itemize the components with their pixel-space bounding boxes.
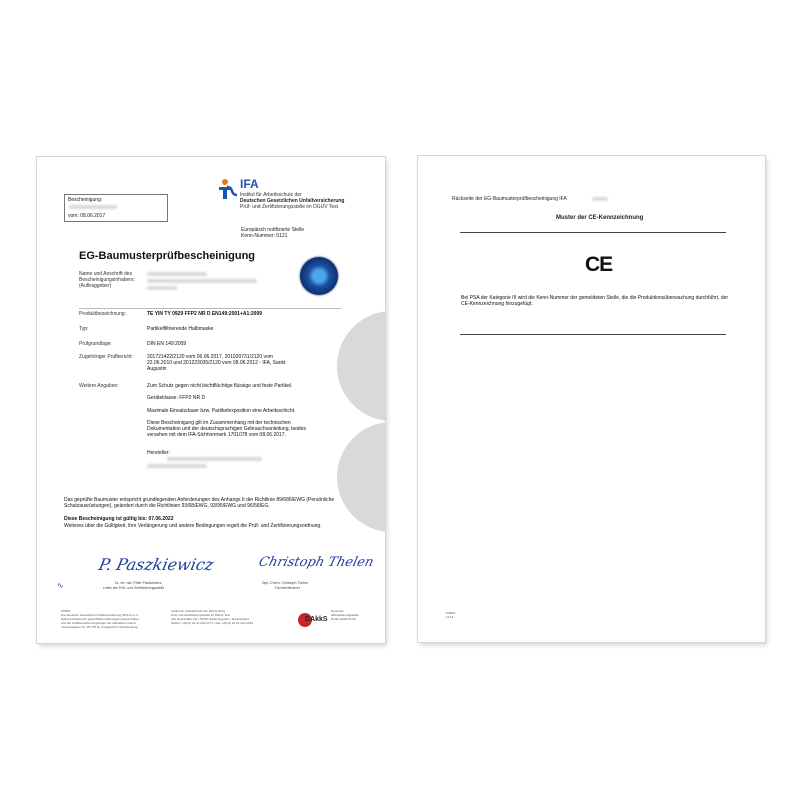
reverse-footer: PZB01 11.14 — [446, 611, 456, 619]
right-signature: Christoph Thelen — [257, 555, 376, 570]
reverse-top-rule — [460, 232, 726, 233]
holder-redacted-1 — [147, 272, 207, 276]
type-label: Typ: — [79, 326, 89, 332]
max-usage: Maximale Einsatzdauer bzw. Partikelexposition eine Arbeitsschicht. — [147, 408, 296, 414]
reverse-text: Bei PSA der Kategorie III wird die Kenn-Nummer der gemeldeten Stelle, die die Produktionsüberwachung durchführt, der CE-Kennzeichnung hinzugefügt. — [461, 295, 729, 307]
certificate-reverse-page — [418, 156, 765, 642]
notified-number: Kenn-Nummer: 0121 — [241, 233, 288, 239]
reverse-title: Muster der CE-Kennzeichnung — [556, 215, 644, 221]
watermark-circle-bottom — [337, 422, 385, 532]
validity-note: Weiteres über die Gültigkeit, ihre Verlängerung und andere Bedingungen regelt die Prüf- und Zertifizierungsordnung. — [64, 523, 322, 529]
manufacturer-redacted-2 — [147, 464, 207, 468]
certificate-page — [37, 157, 385, 643]
holder-redacted-3 — [147, 286, 177, 290]
certificate-title: EG-Baumusterprüfbescheinigung — [79, 250, 256, 262]
reverse-header: Rückseite der EG-Baumusterprüfbescheinigung IFA — [452, 196, 567, 202]
footer-ifa-address: Institut für Arbeitsschutz der DGUV (IFA) Prüf- und Zertifizierungsstelle im DGUV Test Alte Heerstraße 111 • 53757 Sankt Augustin • Deutschland Telefon +49 (0) 22 41 231-2771 • Fax +49 (0) 22 41 231-2234 — [171, 609, 253, 625]
product-label: Produktbezeichnung: — [79, 311, 126, 317]
hologram-seal — [300, 257, 338, 295]
product-value: TE YIN TY 0929 FFP2 NR D EN149:2001+A1:2009 — [147, 311, 263, 317]
standard-value: DIN EN 149:2009 — [147, 341, 187, 347]
page-mark: ∿ — [57, 581, 64, 590]
ifa-logo-mark — [217, 177, 241, 201]
reverse-header-redacted — [592, 197, 608, 201]
right-signer-name: Dipl.-Chem. Christoph Thelen — [262, 581, 309, 585]
holder-label: Name und Anschrift des Bescheinigungsinhabers: (Auftraggeber) — [79, 271, 135, 289]
notified-body: Europäisch notifizierte Stelle — [241, 227, 305, 233]
report-value: 201721422/2120 vom 06.06.2017, 201020731/2120 vom 22.06.2010 und 201223035/2120 vom 08.06.2012 - IFA, Sankt Augustin — [147, 354, 286, 372]
ifa-line-3: Prüf- und Zertifizierungsstelle im DGUV Test — [240, 204, 338, 210]
title-divider — [79, 308, 341, 309]
ifa-line-2: Deutschen Gesetzlichen Unfallversicherung — [240, 198, 345, 204]
report-label: Zugehöriger Prüfbericht: — [79, 354, 133, 360]
certificate-number-redacted — [69, 205, 117, 209]
documentation-note: Diese Bescheinigung gilt im Zusammenhang mit der technischen Dokumentation und der deutschsprachigen Gebrauchsanleitung, beides versehen mit dem IFA-Sichtvermerk 1701078 vom 08.06.2017. — [147, 420, 306, 438]
ifa-logo — [217, 177, 241, 206]
device-class: Geräteklasse: FFP2 NR D — [147, 395, 206, 401]
standard-label: Prüfgrundlage: — [79, 341, 112, 347]
watermark-circle-top — [337, 311, 385, 421]
left-signer-role: Leiter der Prüf- und Zertifizierungsstelle — [103, 586, 165, 590]
holder-redacted-2 — [147, 279, 257, 283]
reverse-bottom-rule — [460, 334, 726, 335]
validity: Diese Bescheinigung ist gültig bis: 07.06.2022 — [64, 516, 174, 522]
left-signature: P. Paszkiewicz — [96, 555, 216, 574]
compliance-text: Das geprüfte Baumuster entspricht grundlegenden Anforderungen des Anhangs II der Richtlinie 89/686/EWG (Persönliche Schutzausrüstungen), geändert durch die Richtlinien 93/68/EWG, 93/95/EWG und 96/58/EG. — [64, 497, 335, 509]
left-signer-name: Dr. rer. nat. Peter Paszkiewicz — [115, 581, 162, 585]
certificate-number-label: Bescheinigung: — [68, 197, 103, 203]
additional-label: Weitere Angaben: — [79, 383, 119, 389]
ce-mark: CE — [585, 253, 613, 276]
footer-dguv: PZB01 Die Deutsche Gesetzliche Unfallversicherung (DGUV) e.V. Spitzenverband der gewerblichen Berufsgenossenschaften und der Unfallversicherungsträger der öffentlichen Hand Vereinsregister Nr. VR 751 B, Amtsgericht Charlottenburg — [61, 609, 140, 629]
ifa-logo-text: IFA — [240, 177, 259, 191]
right-signer-role: Fachzertifizierer — [275, 586, 300, 590]
manufacturer-label: Hersteller: — [147, 450, 170, 456]
certificate-date: vom: 08.06.2017 — [68, 213, 106, 219]
additional-value: Zum Schutz gegen nicht leichtflüchtige flüssige und feste Partikel. — [147, 383, 293, 389]
certificate-number-box — [64, 194, 168, 222]
manufacturer-redacted-1 — [167, 457, 262, 461]
dakks-sub: Deutsche Akkreditierungsstelle D-ZE-11099-01-00 — [331, 609, 359, 621]
type-value: Partikelfiltrierende Halbmaske — [147, 326, 214, 332]
dakks-text: DAkkS — [305, 616, 328, 623]
ifa-line-1: Institut für Arbeitsschutz der — [240, 192, 302, 198]
